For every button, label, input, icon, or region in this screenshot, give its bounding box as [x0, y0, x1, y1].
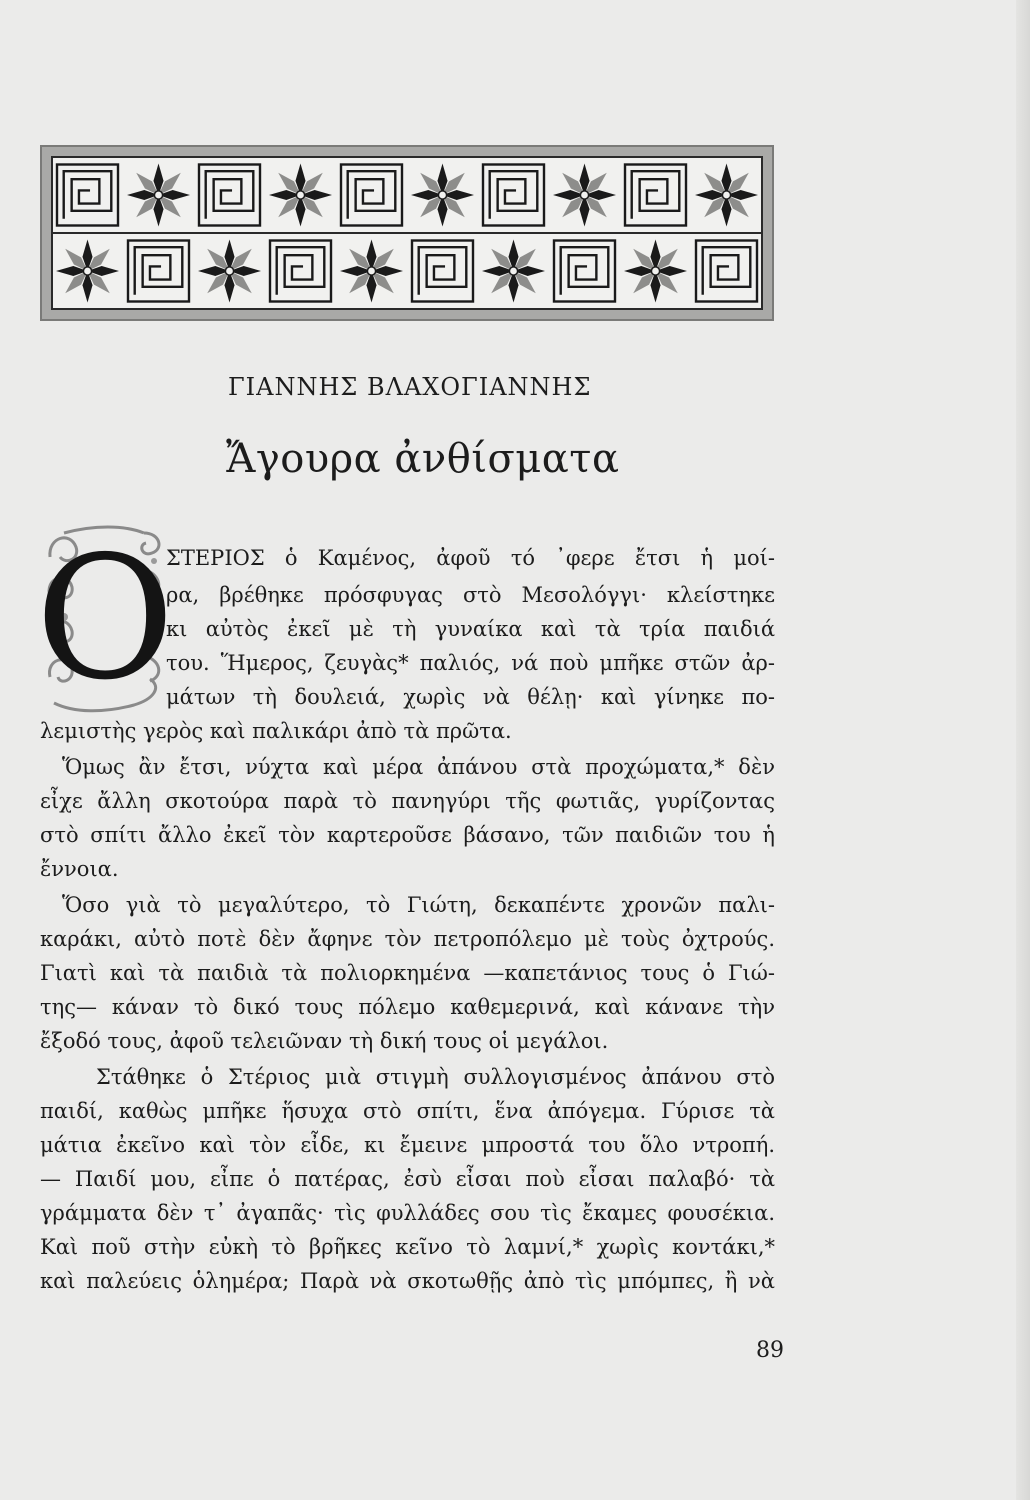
text-line-19: — Παιδί μου, εἶπε ὁ πατέρας, ἐσὺ εἶσαι ποὺ εἶσαι παλαβό· τὰ	[40, 1167, 775, 1191]
text-line-11: Ὅσο γιὰ τὸ μεγαλύτερο, τὸ Γιώτη, δεκαπέντε χρονῶν παλι-	[62, 893, 775, 917]
page-number: 89	[756, 1338, 784, 1363]
text-line-18: μάτια ἐκεῖνο καὶ τὸν εἶδε, κι ἔμεινε μπροστά του ὅλο ντροπή.	[40, 1133, 775, 1157]
text-line-4: του. Ἥμερος, ζευγὰς* παλιός, νά ποὺ μπῆκε στῶν ἀρ-	[166, 651, 775, 675]
text-line-16: Στάθηκε ὁ Στέριος μιὰ στιγμὴ συλλογισμένος ἀπάνου στὸ	[96, 1065, 775, 1089]
page-title: Ἄγουρα ἀνθίσματα	[226, 436, 620, 482]
text-line-21: Καὶ ποῦ στὴν εὐκὴ τὸ βρῆκες κεῖνο τὸ λαμνί,* χωρὶς κοντάκι,*	[40, 1235, 775, 1259]
text-line-3: κι αὐτὸς ἐκεῖ μὲ τὴ γυναίκα καὶ τὰ τρία παιδιά	[166, 617, 775, 641]
text-line-6: λεμιστὴς γερὸς καὶ παλικάρι ἀπὸ τὰ πρῶτα.	[40, 719, 512, 743]
text-line-9: στὸ σπίτι ἄλλο ἐκεῖ τὸν καρτεροῦσε βάσανο, τῶν παιδιῶν του ἡ	[40, 823, 775, 847]
ornamental-frieze	[40, 145, 774, 321]
text-line-15: ἔξοδό τους, ἀφοῦ τελειῶναν τὴ δική τους οἱ μεγάλοι.	[40, 1029, 609, 1053]
page-edge	[1016, 0, 1030, 1500]
text-line-1: ΣΤΕΡΙΟΣ ὁ Καμένος, ἀφοῦ τό ᾽φερε ἔτσι ἡ μοί-	[166, 546, 775, 570]
text-line-8: εἶχε ἄλλη σκοτούρα παρὰ τὸ πανηγύρι τῆς φωτιᾶς, γυρίζοντας	[40, 789, 775, 813]
floral-scroll-icon	[35, 520, 175, 718]
text-line-2: ρα, βρέθηκε πρόσφυγας στὸ Μεσολόγγι· κλείστηκε	[166, 583, 775, 607]
text-line-17: παιδί, καθὼς μπῆκε ἥσυχα στὸ σπίτι, ἕνα ἀπόγεμα. Γύρισε τὰ	[40, 1099, 775, 1123]
text-line-10: ἔννοια.	[40, 857, 119, 881]
text-line-12: καράκι, αὐτὸ ποτὲ δὲν ἄφηνε τὸν πετροπόλεμο μὲ τοὺς ὀχτρούς.	[40, 927, 775, 951]
author-name: ΓΙΑΝΝΗΣ ΒΛΑΧΟΓΙΑΝΝΗΣ	[228, 373, 592, 401]
text-line-20: γράμματα δὲν τ᾽ ἀγαπᾶς· τὶς φυλλάδες σου τὶς ἔκαμες φουσέκια.	[40, 1201, 775, 1225]
greek-key-and-star-frieze-icon	[40, 145, 774, 321]
drop-cap	[35, 520, 175, 718]
drop-cap-letter: Ο	[35, 520, 175, 718]
text-line-5: μάτων τὴ δουλειά, χωρὶς νὰ θέλῃ· καὶ γίνηκε πο-	[166, 685, 775, 709]
text-line-7: Ὅμως ἂν ἔτσι, νύχτα καὶ μέρα ἀπάνου στὰ προχώματα,* δὲν	[62, 755, 775, 779]
text-line-13: Γιατὶ καὶ τὰ παιδιὰ τὰ πολιορκημένα —καπετάνιος τους ὁ Γιώ-	[40, 961, 775, 985]
text-line-14: της— κάναν τὸ δικό τους πόλεμο καθεμερινά, καὶ κάνανε τὴν	[40, 995, 775, 1019]
text-line-22: καὶ παλεύεις ὁλημέρα; Παρὰ νὰ σκοτωθῇς ἀπὸ τὶς μπόμπες, ἢ νὰ	[40, 1269, 775, 1293]
